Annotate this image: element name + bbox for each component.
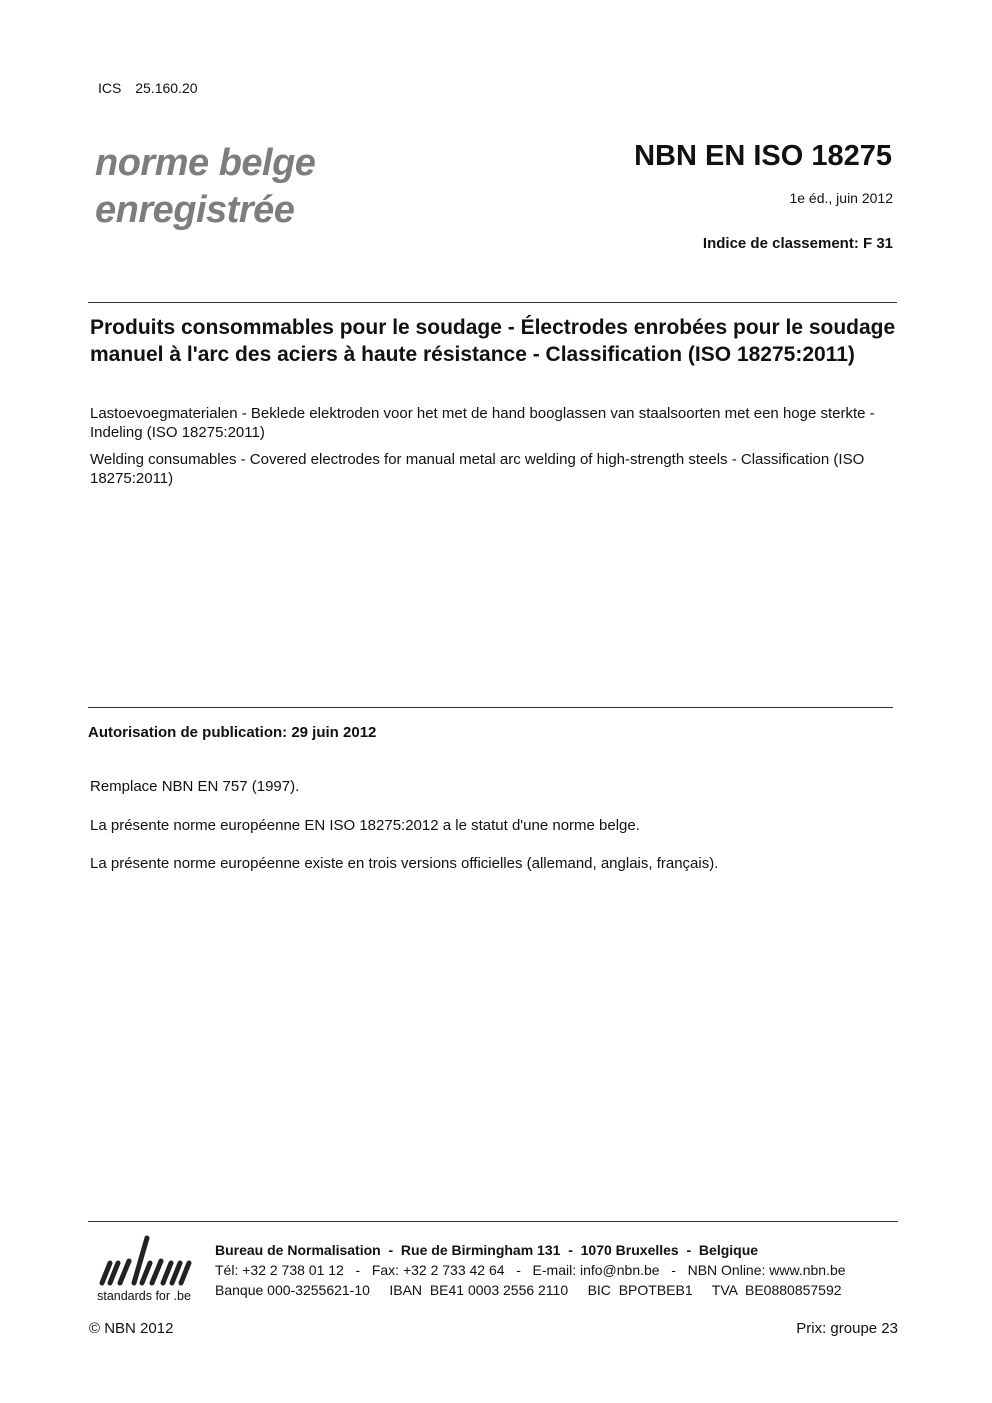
standard-number: NBN EN ISO 18275 bbox=[634, 140, 892, 172]
ics-label: ICS bbox=[98, 80, 122, 96]
price-group: Prix: groupe 23 bbox=[796, 1320, 898, 1337]
nbn-logo bbox=[88, 1230, 200, 1306]
title-english: Welding consumables - Covered electrodes for manual metal arc welding of high-strength steels - Classification (ISO 18275:2011) bbox=[90, 451, 865, 487]
note-versions: La présente norme européenne existe en trois versions officielles (allemand, anglais, français). bbox=[90, 855, 719, 872]
brand-line-1: norme belge bbox=[95, 142, 316, 184]
divider-top bbox=[88, 302, 897, 303]
classification-index: Indice de classement: F 31 bbox=[702, 235, 893, 252]
publication-authorization: Autorisation de publication: 29 juin 2012 bbox=[88, 724, 377, 741]
address-line-1: Bureau de Normalisation - Rue de Birmingham 131 - 1070 Bruxelles - Belgique bbox=[215, 1242, 759, 1258]
title-french: Produits consommables pour le soudage - Électrodes enrobées pour le soudage manuel à l'arc des aciers à haute résistance - Classification (ISO 18275:2011) bbox=[90, 316, 896, 366]
edition-date: 1e éd., juin 2012 bbox=[789, 190, 893, 206]
address-line-2: Tél: +32 2 738 01 12 - Fax: +32 2 733 42 64 - E-mail: info@nbn.be - NBN Online: www.nbn.be bbox=[215, 1262, 846, 1278]
brand-title bbox=[95, 140, 315, 234]
brand-line-2: enregistrée bbox=[95, 189, 295, 231]
ics-code bbox=[98, 80, 198, 96]
note-replaces: Remplace NBN EN 757 (1997). bbox=[90, 778, 300, 795]
divider-middle bbox=[88, 707, 893, 708]
divider-footer bbox=[88, 1221, 898, 1222]
address-line-3: Banque 000-3255621-10 IBAN BE41 0003 2556 2110 BIC BPOTBEB1 TVA BE0880857592 bbox=[215, 1282, 842, 1298]
nbn-logo-icon bbox=[88, 1230, 200, 1306]
ics-value: 25.160.20 bbox=[135, 80, 198, 96]
note-status: La présente norme européenne EN ISO 18275:2012 a le statut d'une norme belge. bbox=[90, 817, 640, 834]
logo-tagline: standards for .be bbox=[97, 1289, 191, 1303]
title-dutch: Lastoevoegmaterialen - Beklede elektroden voor het met de hand booglassen van staalsoorten met een hoge sterkte - Indeling (ISO 18275:2011) bbox=[90, 405, 875, 441]
copyright: © NBN 2012 bbox=[89, 1320, 174, 1337]
